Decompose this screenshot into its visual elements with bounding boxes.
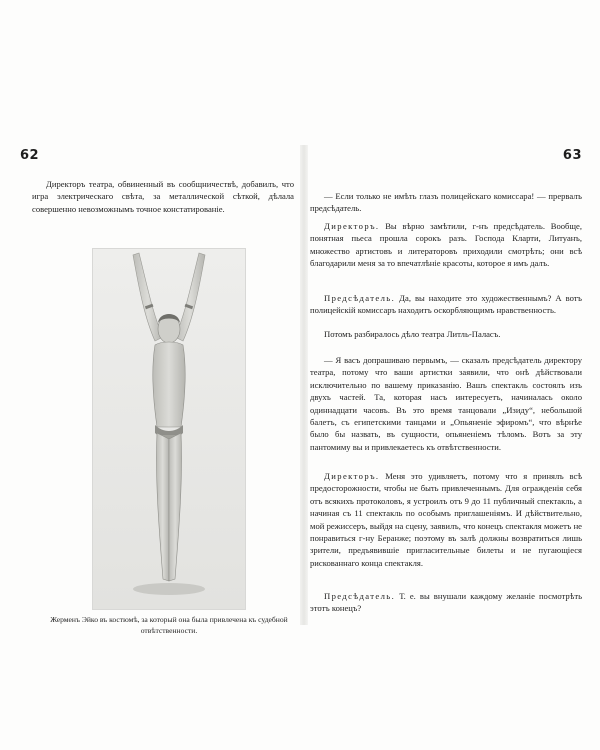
- paragraph-text: — Я васъ допрашиваю первымъ, — сказалъ предсѣдатель директору театра, потому что ваши артистки заявили, что онѣ дѣйствовали исключительно по вашему приказанію. Вашъ спектакль состоялъ изъ двухъ частей. Та, которая насъ интересуетъ, начиналась около одиннадцати часовъ. Въ это время танцовали „Изиду“, небольшой балетъ, съ египетскими танцами и „Опьяненіе эфиромъ“, что вѣрнѣе было бы назвать, въ сущности, опьяненіемъ тѣломъ. Вотъ за эту пантомиму вы и привлекаетесь къ отвѣтственности.: [310, 355, 582, 452]
- paragraph-text: Т. е. вы внушали каждому желаніе посмотрѣть этотъ конецъ?: [310, 591, 582, 614]
- right-paragraph-2: [310, 220, 582, 270]
- right-paragraph-1: [310, 190, 582, 215]
- speaker-label: Директоръ.: [324, 471, 380, 481]
- paragraph-text: Да, вы находите это художественнымъ? А вотъ полицейскій комиссаръ находитъ оскорбляющимъ нравственность.: [310, 293, 582, 316]
- book-gutter: [300, 145, 308, 625]
- right-paragraph-4: [310, 328, 582, 340]
- page-number-right: 63: [562, 148, 582, 163]
- paragraph-text: Меня это удивляетъ, потому что я принялъ всѣ предосторожности, чтобы не быть привлеченнымъ. Для огражденія себя отъ всякихъ протоколовъ, я устроилъ отъ 9 до 11 публичный спектакль, а начиная съ 11 спектакль по особымъ приглашеніямъ. И дѣйствительно, мой режиссеръ, выйдя на сцену, заявилъ, что конецъ спектакля можетъ не понравиться г-ну Беранже; поэтому въ залѣ должны возвратиться лишь зрители, предъявившіе пригласительные билеты и не пугающіеся рискованнаго конца спектакля.: [310, 471, 582, 568]
- right-paragraph-7: [310, 590, 582, 615]
- dancer-photo: [92, 248, 246, 610]
- left-page: [18, 148, 298, 635]
- dancer-figure-illustration: [93, 249, 245, 609]
- right-paragraph-6: [310, 470, 582, 569]
- speaker-label: Директоръ.: [324, 221, 380, 231]
- page-number-left: 62: [20, 148, 40, 163]
- speaker-label: Предсѣдатель.: [324, 293, 396, 303]
- right-paragraph-3: [310, 292, 582, 317]
- paragraph-text: Потомъ разбиралось дѣло театра Литль-Паласъ.: [324, 329, 501, 339]
- paragraph-text: — Если только не имѣть глазъ полицейскаго комиссара! — прервалъ предсѣдатель.: [310, 191, 582, 214]
- paragraph-text: Вы вѣрно замѣтили, г-нъ предсѣдатель. Вообще, понятная пьеса прошла сорокъ разъ. Господа Кларти, Литуанъ, множество артистовъ и литераторовъ приходили смотрѣть; они всѣ благодарили меня за то впечатлѣніе красоты, которое я имъ далъ.: [310, 221, 582, 269]
- right-paragraph-5: [310, 354, 582, 453]
- speaker-label: Предсѣдатель.: [324, 591, 396, 601]
- left-paragraph: Директоръ театра, обвиненный въ сообщничествѣ, добавилъ, что игра электрическаго свѣта, за металлической сѣткой, дѣлала совершенно невозможнымъ точное констатированіе.: [32, 179, 294, 214]
- right-page: [310, 148, 582, 618]
- photo-caption: Жерменъ Эйко въ костюмѣ, за который она была привлечена къ судебной отвѣтственности.: [50, 615, 288, 635]
